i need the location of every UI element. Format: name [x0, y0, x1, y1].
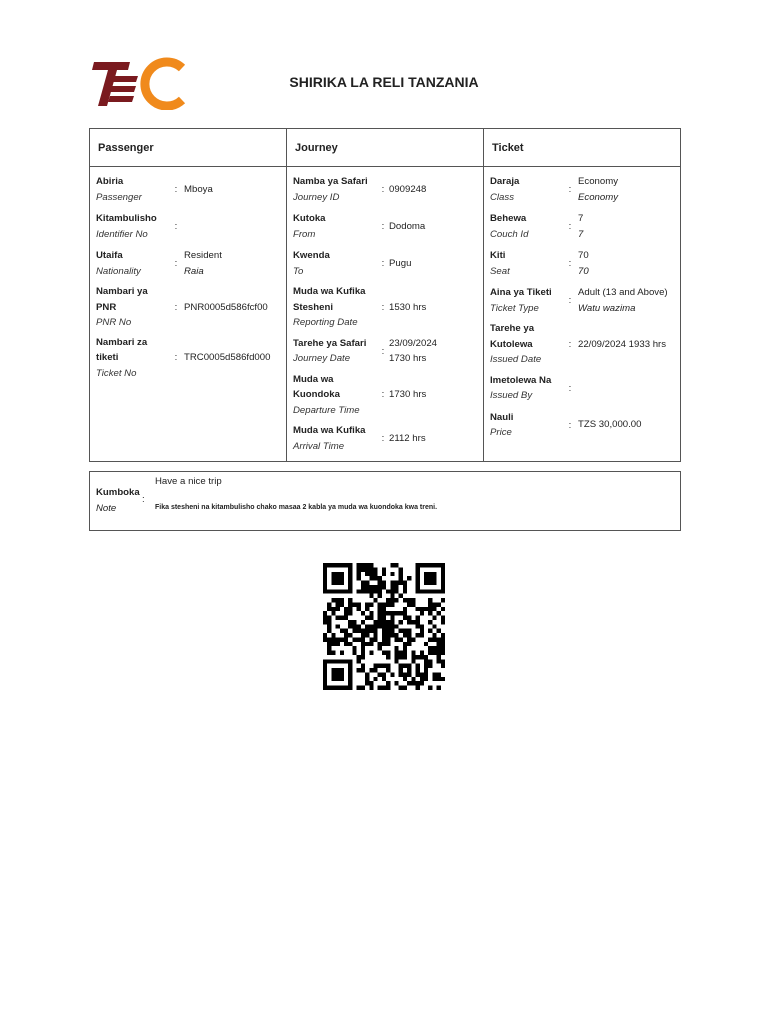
field-label: Imetolewa Na — [490, 374, 552, 386]
field-label: Kutoka — [293, 213, 326, 224]
field-label: Namba ya Safari — [293, 176, 368, 187]
field-label-en: Issued By — [490, 390, 533, 401]
field-label-en: Journey Date — [293, 353, 351, 364]
field-label-en: PNR No — [96, 317, 132, 328]
seat-value: 70 — [578, 250, 589, 261]
ticket-column-header: Ticket — [484, 129, 681, 167]
logo-mark — [92, 62, 182, 106]
ticket-type-value-sw: Watu wazima — [578, 302, 636, 314]
class-field: Daraja Class : Economy Economy — [490, 171, 674, 208]
journey-column — [287, 167, 484, 462]
arrival-field: Muda wa Kufika Arrival Time : 2112 hrs — [293, 420, 477, 457]
field-label-en: Passenger — [96, 191, 142, 203]
ticket-column — [484, 167, 681, 462]
field-label-en: Identifier No — [96, 228, 148, 240]
field-label-en: Issued Date — [490, 354, 542, 365]
field-label: Muda wa Kufika — [293, 425, 366, 436]
issued-date-field: Tarehe ya Kutolewa Issued Date : 22/09/2024 1933 hrs — [490, 319, 674, 370]
field-label: Aina ya Tiketi — [490, 287, 552, 298]
field-label: Nambari za tiketi — [96, 336, 148, 363]
field-label: Abiria — [96, 176, 124, 187]
field-label: Kiti — [490, 250, 506, 261]
field-label: Muda wa Kufika Stesheni — [293, 286, 366, 313]
passenger-column — [90, 167, 287, 462]
field-label: Nambari ya PNR — [96, 286, 148, 313]
reporting-value: 1530 hrs — [389, 301, 427, 313]
field-label: Behewa — [490, 213, 527, 224]
field-label-en: Class — [490, 191, 514, 203]
field-label-en: Nationality — [96, 265, 141, 277]
seat-field: Kiti Seat : 70 70 — [490, 245, 674, 282]
field-label: Kwenda — [293, 250, 330, 261]
journey-time-value: 1730 hrs — [389, 353, 427, 364]
departure-field: Muda wa Kuondoka Departure Time : 1730 hrs — [293, 370, 477, 421]
field-label-en: To — [293, 265, 304, 277]
field-label: Nauli — [490, 411, 514, 423]
field-label: Kitambulisho — [96, 213, 157, 224]
arrival-value: 2112 hrs — [389, 432, 426, 444]
note-label: Kumboka — [96, 487, 140, 498]
nationality-value: Resident — [184, 250, 222, 261]
field-label-en: From — [293, 228, 316, 240]
journey-id-value: 0909248 — [389, 183, 427, 195]
note-colon: : — [142, 494, 145, 505]
field-label-en: Price — [490, 427, 512, 438]
journey-date-value: 23/09/2024 — [389, 337, 438, 349]
field-label: Daraja — [490, 176, 520, 187]
to-value: Pugu — [389, 257, 412, 269]
journey-date-field: Tarehe ya Safari Journey Date : 23/09/2024 1730 hrs — [293, 333, 477, 370]
issued-date-value: 22/09/2024 1933 hrs — [578, 338, 667, 350]
note-box — [89, 471, 681, 531]
note-label-en: Note — [96, 502, 117, 514]
passenger-name-value: Mboya — [184, 183, 213, 195]
identifier-field: Kitambulisho Identifier No : — [96, 208, 280, 245]
price-value: TZS 30,000.00 — [578, 419, 642, 431]
ticket-qr-code — [323, 563, 445, 690]
note-instruction: Fika stesheni na kitambulisho chako masaa 2 kabla ya muda wa kuondoka kwa treni. — [155, 504, 438, 511]
trc-logo — [90, 56, 186, 110]
field-label: Utaifa — [96, 250, 123, 261]
coach-field: Behewa Couch Id : 7 7 — [490, 208, 674, 245]
departure-value: 1730 hrs — [389, 389, 427, 400]
coach-value-2: 7 — [578, 228, 584, 240]
ticket-details-table — [89, 128, 681, 462]
ticket-type-field: Aina ya Tiketi Ticket Type : Adult (13 and Above) Watu wazima — [490, 282, 674, 319]
field-label-en: Reporting Date — [293, 317, 358, 328]
price-field: Nauli Price : TZS 30,000.00 — [490, 407, 674, 444]
nationality-field: Utaifa Nationality : Resident Raia — [96, 245, 280, 282]
from-field: Kutoka From : Dodoma — [293, 208, 477, 245]
seat-value-2: 70 — [578, 265, 589, 277]
field-label: Muda wa Kuondoka — [293, 373, 340, 400]
field-label-en: Ticket No — [96, 367, 137, 379]
coach-value: 7 — [578, 213, 584, 224]
field-label-en: Journey ID — [293, 191, 340, 203]
field-label-en: Ticket Type — [490, 302, 539, 314]
journey-column-header: Journey — [287, 129, 484, 167]
passenger-name-field: Abiria Passenger : Mboya — [96, 171, 280, 208]
field-label-en: Couch Id — [490, 228, 529, 240]
field-label-en: Departure Time — [293, 404, 360, 416]
passenger-column-header: Passenger — [90, 129, 287, 167]
pnr-field: Nambari ya PNR PNR No : PNR0005d586fcf00 — [96, 282, 280, 333]
nationality-value-sw: Raia — [184, 265, 204, 277]
ticket-number-value: TRC0005d586fd000 — [184, 352, 271, 363]
class-value-sw: Economy — [578, 191, 618, 203]
to-field: Kwenda To : Pugu — [293, 245, 477, 282]
from-value: Dodoma — [389, 220, 426, 232]
journey-id-field: Namba ya Safari Journey ID : 0909248 — [293, 171, 477, 208]
field-label-en: Seat — [490, 265, 510, 277]
ticket-number-field: Nambari za tiketi Ticket No : TRC0005d586fd000 — [96, 333, 280, 384]
ticket-type-value: Adult (13 and Above) — [578, 287, 668, 298]
reporting-field: Muda wa Kufika Stesheni Reporting Date : 1530 hrs — [293, 282, 477, 333]
issued-by-field: Imetolewa Na Issued By : — [490, 370, 674, 407]
note-message: Have a nice trip — [155, 476, 222, 487]
field-label: Tarehe ya Kutolewa — [490, 323, 535, 350]
organization-title: SHIRIKA LA RELI TANZANIA — [289, 74, 479, 90]
field-label: Tarehe ya Safari — [293, 337, 367, 349]
pnr-value: PNR0005d586fcf00 — [184, 301, 268, 313]
class-value: Economy — [578, 176, 618, 187]
field-label-en: Arrival Time — [293, 440, 345, 452]
